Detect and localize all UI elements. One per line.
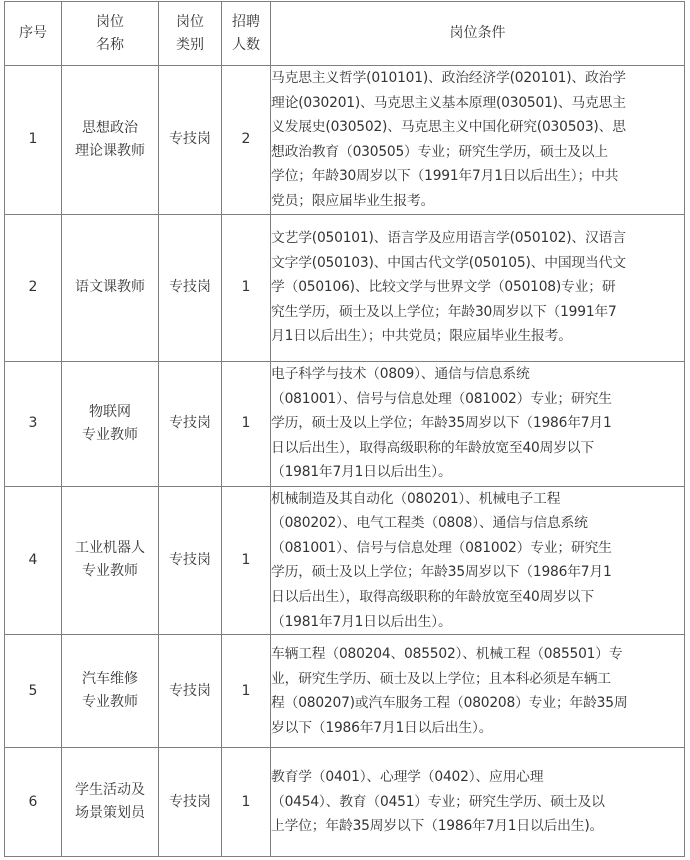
position-name: [62, 66, 159, 215]
hire-count: 1: [222, 486, 271, 635]
position-name-line: 专业教师: [82, 694, 138, 711]
requirements-line: 电子科学与技术（0809）、通信与信息系统: [271, 366, 530, 383]
header-hire-count: [222, 2, 271, 66]
row-number: 4: [5, 486, 62, 635]
position-name-line: 学生活动及: [75, 782, 145, 799]
header-row: [5, 2, 685, 66]
requirements-line: 学位；年龄30周岁以下（1991年7月1日以后出生）；中共: [271, 168, 619, 185]
requirements-line: 教育学（0401）、心理学（0402）、应用心理: [271, 769, 544, 786]
table-row: [5, 66, 685, 215]
table-row: [5, 361, 685, 486]
header-requirements: [271, 2, 685, 66]
position-type: 专技岗: [159, 214, 222, 361]
table-row: [5, 214, 685, 361]
position-requirements: [271, 214, 685, 361]
position-name-line: 语文课教师: [75, 279, 145, 296]
requirements-line: 业，研究生学历、硕士及以上学位；且本科必须是车辆工: [271, 670, 611, 687]
requirements-line: （081001）、信号与信息处理（081002）专业；研究生: [271, 390, 612, 407]
position-name-line: 思想政治: [82, 119, 138, 136]
position-type: 专技岗: [159, 486, 222, 635]
requirements-line: 月1日以后出生）；中共党员；限应届毕业生报考。: [271, 328, 572, 345]
hire-count: 1: [222, 214, 271, 361]
position-name: [62, 635, 159, 748]
hire-count: 1: [222, 748, 271, 857]
requirements-line: 学历，硕士及以上学位；年龄35周岁以下（1986年7月1: [271, 564, 612, 581]
position-name-line: 汽车维修: [82, 671, 138, 688]
position-type: 专技岗: [159, 66, 222, 215]
requirements-line: （0454）、教育（0451）专业；研究生学历、硕士及以: [271, 793, 605, 810]
hire-count: 1: [222, 635, 271, 748]
position-name-line: 物联网: [89, 403, 131, 420]
position-requirements: [271, 66, 685, 215]
header-position-name-line: 岗位: [96, 13, 124, 30]
requirements-line: 党员；限应届毕业生报考。: [271, 192, 435, 209]
position-requirements: [271, 635, 685, 748]
row-number: 1: [5, 66, 62, 215]
position-type: 专技岗: [159, 748, 222, 857]
requirements-line: （1981年7月1日以后出生）。: [271, 464, 452, 481]
table-row: [5, 748, 685, 857]
requirements-line: 想政治教育（030505）专业；研究生学历，硕士及以上: [271, 143, 609, 160]
header-position-type: [159, 2, 222, 66]
row-number: 2: [5, 214, 62, 361]
position-type: 专技岗: [159, 635, 222, 748]
table-row: [5, 486, 685, 635]
hire-count: 2: [222, 66, 271, 215]
table-row: [5, 635, 685, 748]
requirements-line: 义发展史(030502)、马克思主义中国化研究(030503)、思: [271, 119, 626, 136]
requirements-line: 程（080207)或汽车服务工程（080208）专业；年龄35周: [271, 695, 628, 712]
position-name: [62, 361, 159, 486]
position-name: [62, 214, 159, 361]
recruitment-table: [4, 1, 685, 857]
requirements-line: 车辆工程（080204、085502）、机械工程（085501）专: [271, 645, 623, 662]
position-requirements: [271, 361, 685, 486]
header-requirements-label: 岗位条件: [449, 25, 506, 41]
header-hire-count-line: 人数: [232, 36, 260, 53]
requirements-line: 上学位；年龄35周岁以下（1986年7月1日以后出生)。: [271, 818, 604, 835]
requirements-line: 机械制造及其自动化（080201）、机械电子工程: [271, 490, 561, 507]
position-name-line: 场景策划员: [75, 805, 145, 822]
hire-count: 1: [222, 361, 271, 486]
header-hire-count-line: 招聘: [232, 13, 260, 30]
row-number: 6: [5, 748, 62, 857]
position-name-line: 工业机器人: [75, 540, 145, 557]
requirements-line: 究生学历，硕士及以上学位；年龄30周岁以下（1991年7: [271, 303, 617, 320]
row-number: 3: [5, 361, 62, 486]
header-position-name-line: 名称: [96, 36, 124, 53]
position-name-line: 理论课教师: [75, 142, 145, 159]
position-name-line: 专业教师: [82, 563, 138, 580]
header-position-type-line: 类别: [176, 36, 204, 53]
requirements-line: （080202）、电气工程类（0808）、通信与信息系统: [271, 515, 588, 532]
position-requirements: [271, 486, 685, 635]
position-name-line: 专业教师: [82, 426, 138, 443]
header-position-type-line: 岗位: [176, 13, 204, 30]
requirements-line: 马克思主义哲学(010101)、政治经济学(020101)、政治学: [271, 70, 626, 86]
header-position-name: [62, 2, 159, 66]
position-requirements: [271, 748, 685, 857]
requirements-line: （1981年7月1日以后出生）。: [271, 613, 452, 630]
requirements-line: 日以后出生），取得高级职称的年龄放宽至40周岁以下: [271, 588, 594, 605]
requirements-line: 日以后出生），取得高级职称的年龄放宽至40周岁以下: [271, 439, 594, 456]
row-number: 5: [5, 635, 62, 748]
requirements-line: （081001）、信号与信息处理（081002）专业；研究生: [271, 539, 612, 556]
header-number: [5, 2, 62, 66]
requirements-line: 文字学(050103)、中国古代文学(050105)、中国现当代文: [271, 254, 626, 271]
position-name: [62, 486, 159, 635]
requirements-line: 岁以下（1986年7月1日以后出生）。: [271, 719, 493, 736]
requirements-line: 学历，硕士及以上学位；年龄35周岁以下（1986年7月1: [271, 415, 612, 432]
requirements-line: 文艺学(050101)、语言学及应用语言学(050102)、汉语言: [271, 230, 626, 247]
requirements-line: 理论(030201)、马克思主义基本原理(030501)、马克思主: [271, 94, 626, 111]
requirements-line: 学（050106)、比较文学与世界文学（050108)专业；研: [271, 279, 616, 296]
position-name: [62, 748, 159, 857]
header-number-label: 序号: [19, 25, 47, 41]
position-type: 专技岗: [159, 361, 222, 486]
